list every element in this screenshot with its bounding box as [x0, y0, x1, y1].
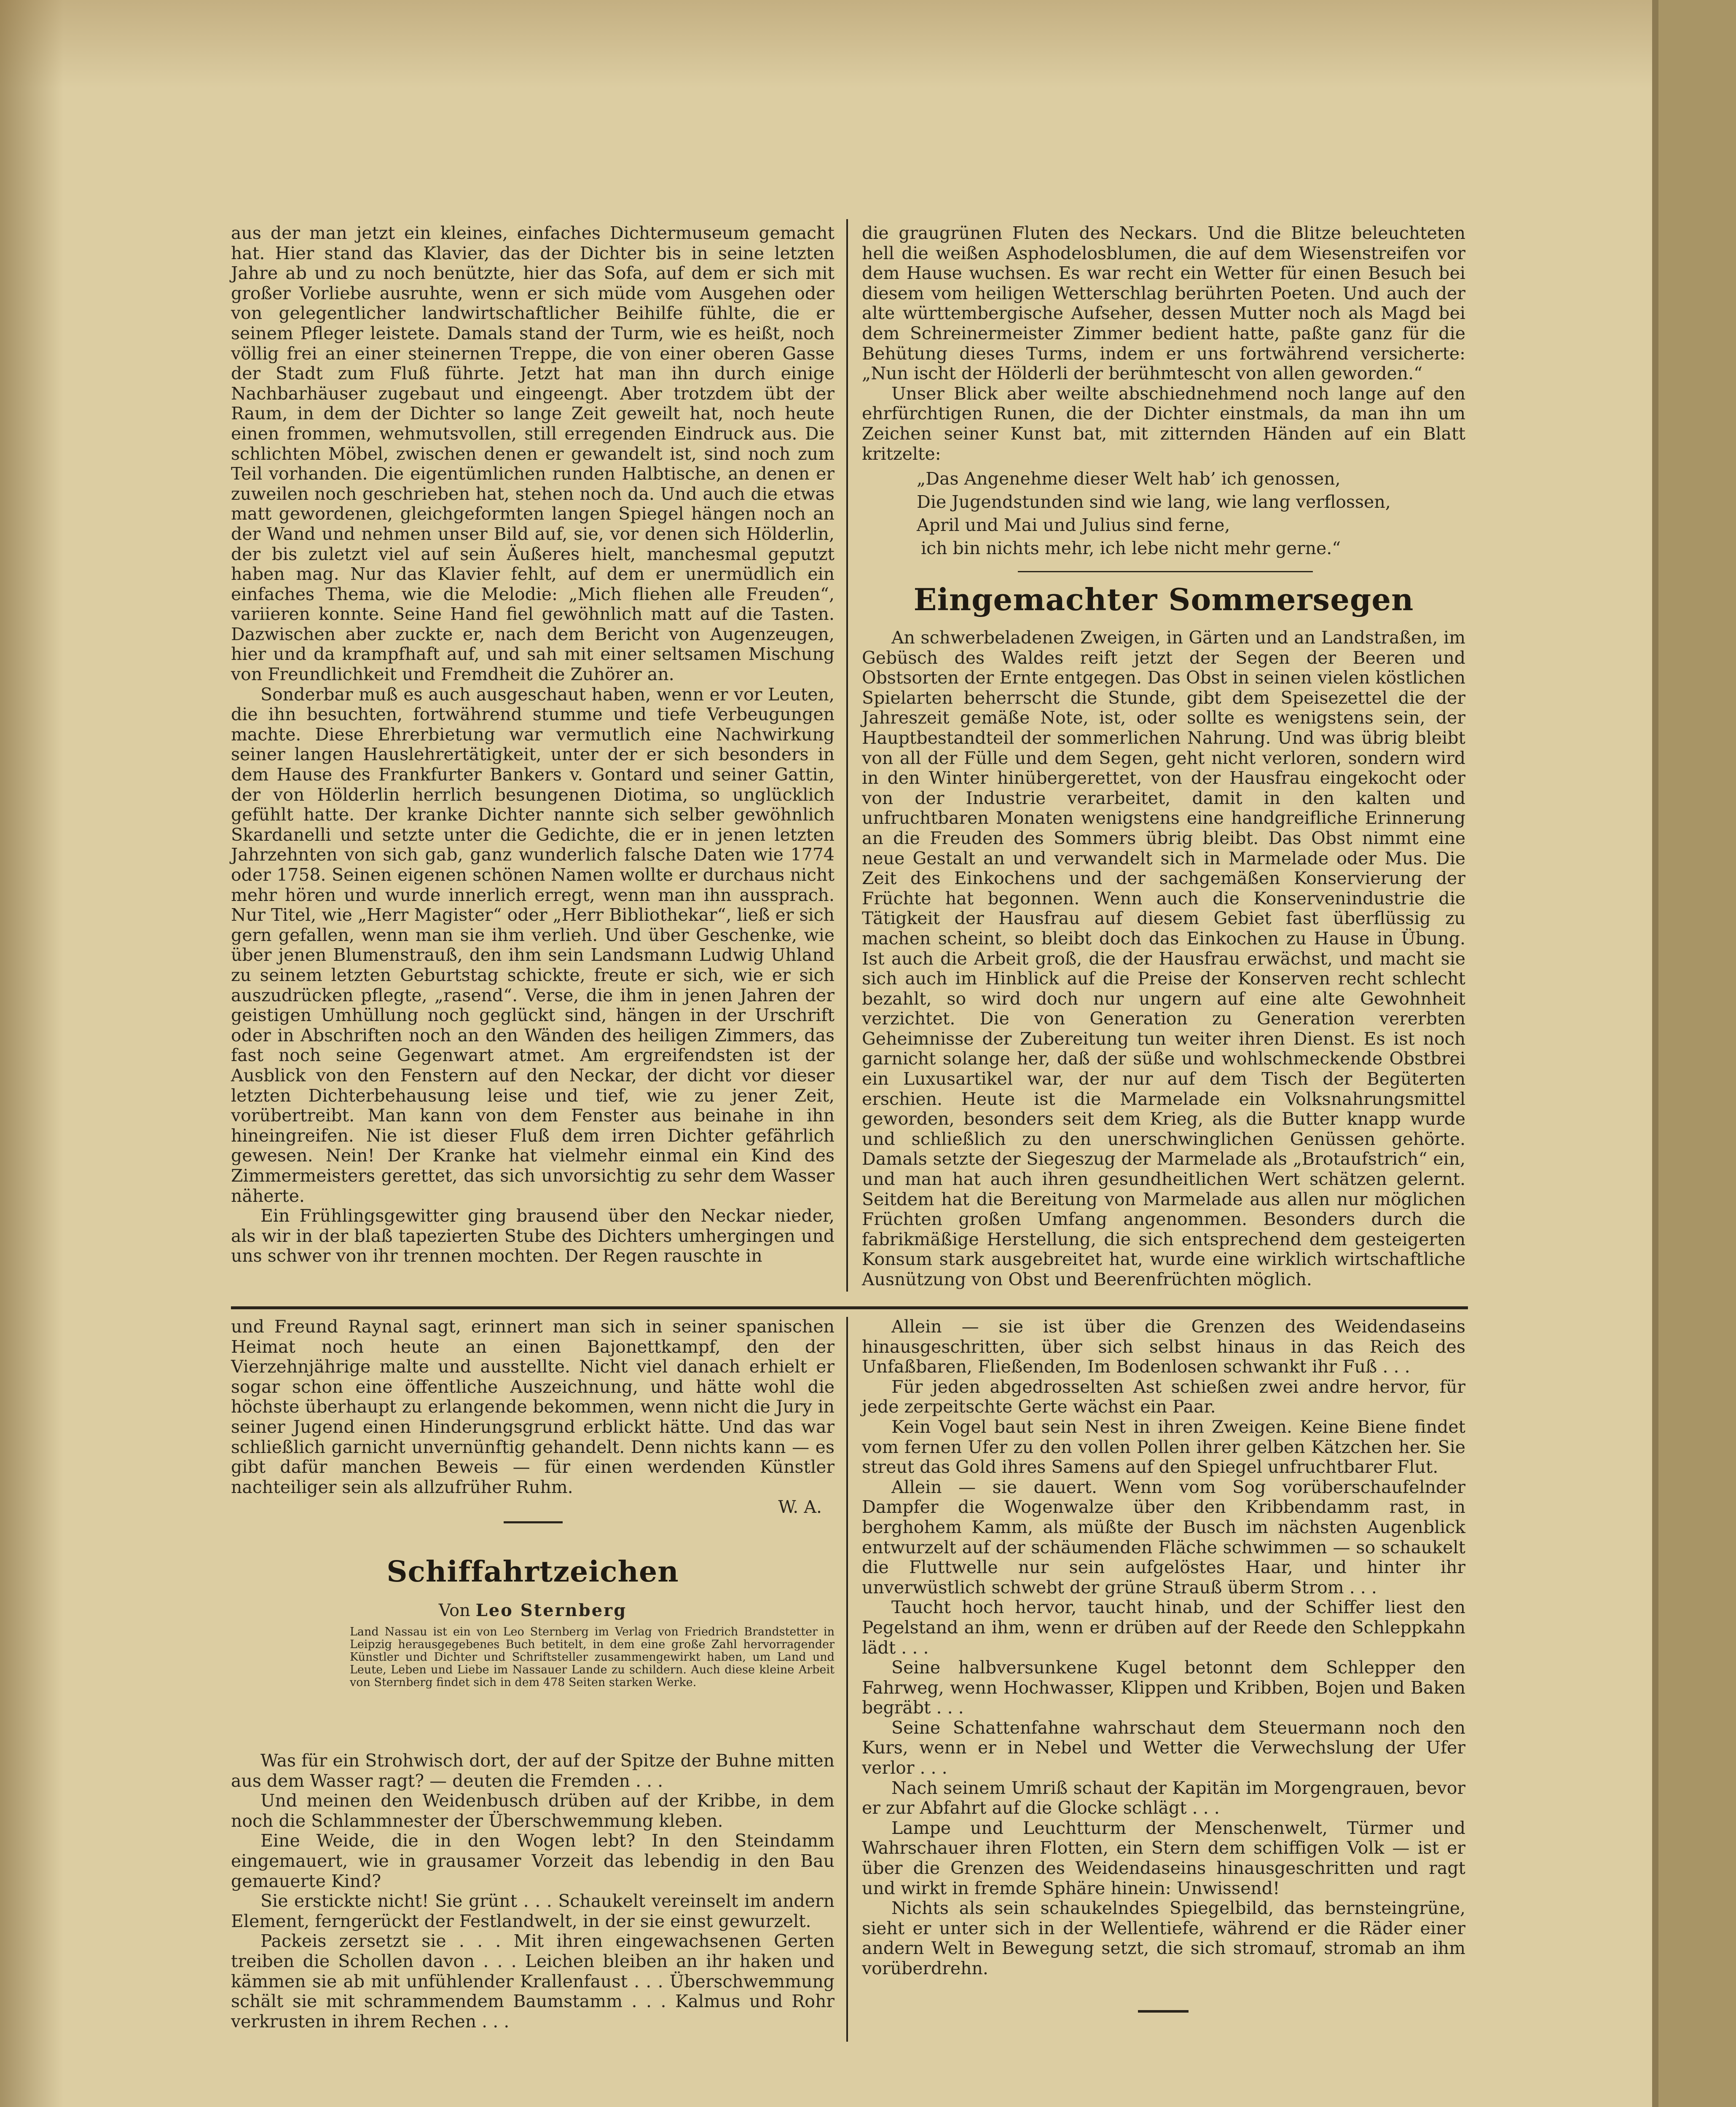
paragraph: Seine halbversunkene Kugel betonnt dem Schlepper den Fahrweg, wenn Hochwasser, Klippen und Kribben, Bojen und Baken begräbt . . .: [862, 1657, 1465, 1718]
poem-line: April und Mai und Julius sind ferne,: [917, 515, 1230, 536]
paragraph: Allein — sie ist über die Grenzen des Weidendaseins hinausgeschritten, über sich selbst hinaus in das Reich des Unfaßbaren, Fließenden, Im Bodenlosen schwankt ihr Fuß . . .: [862, 1316, 1465, 1377]
page-right-edge: [1652, 0, 1658, 2107]
paragraph: und Freund Raynal sagt, erinnert man sich in seiner spanischen Heimat noch heute an einen Bajonettkampf, den der Vierzehnjährige malte und ausstellte. Nicht viel danach erhielt er sogar schon eine öffentliche Auszeichnung, und hätte wohl die höchste überhaupt zu erlangende bekommen, wenn nicht die Jury in seiner Jugend einen Hinderungsgrund erblickt hätte. Und das war schließlich garnicht unvernünftig gehandelt. Denn nichts kann — es gibt dafür manchen Beweis — für einen werdenden Künstler nachteiliger sein als allzufrüher Ruhm.: [231, 1316, 834, 1497]
paragraph: Ein Frühlingsgewitter ging brausend über den Neckar nieder, als wir in der blaß tapezierten Stube des Dichters umhergingen und uns schwer von ihr trennen mochten. Der Regen rauschte in: [231, 1206, 834, 1266]
article-headline: Schiffahrtzeichen: [386, 1555, 679, 1589]
paragraph: Taucht hoch hervor, taucht hinab, und der Schiffer liest den Pegelstand an ihm, wenn er drüben auf der Reede den Schleppkahn lädt . . .: [862, 1597, 1465, 1658]
hoelderlin-article-column-right: [862, 223, 1465, 559]
paragraph: Lampe und Leuchtturm der Menschenwelt, Türmer und Wahrschauer ihren Flotten, ein Stern dem schiffigen Volk — ist er über die Grenzen des Weidendaseins hinausgeschritten und ragt und wirkt in fremde Sphäre hinein: Unwissend!: [862, 1817, 1465, 1898]
paragraph: Allein — sie dauert. Wenn vom Sog vorüberschaufelnder Dampfer die Wogenwalze über den Kribbendamm rast, in berghohem Kamm, als müßte der Busch im nächsten Augenblick entwurzelt auf der schäumenden Fläche schwimmen — so schaukelt die Fluttwelle nur sein aufgelöstes Haar, und hinter ihr unverwüstlich schwebt der grüne Strauß überm Strom . . .: [862, 1477, 1465, 1598]
poem: [917, 467, 1465, 560]
page-top-edge: [0, 0, 1658, 88]
sommersegen-article-body: [862, 627, 1465, 1289]
column-divider: [846, 219, 848, 1292]
end-mark: [1138, 2010, 1189, 2013]
paragraph: die graugrünen Fluten des Neckars. Und die Blitze beleuchteten hell die weißen Asphodelosblumen, die auf dem Wiesenstreifen vor dem Hause wuchsen. Es war recht ein Wetter für einen Besuch bei diesem vom heiligen Wetterschlag berührten Poeten. Und auch der alte württembergische Aufseher, dessen Mutter noch als Magd bei dem Schreinermeister Zimmer bedient hatte, paßte ganz für die Behütung dieses Turms, indem er uns fortwährend versicherte: „Nun ischt der Hölderli der berühmtescht von allen geworden.“: [862, 223, 1465, 384]
poem-line: ich bin nichts mehr, ich lebe nicht mehr gerne.“: [921, 538, 1341, 559]
poem-line: „Das Angenehme dieser Welt hab’ ich genossen,: [917, 469, 1341, 489]
article-headline: Eingemachter Sommersegen: [913, 582, 1414, 617]
article-intro-note: Land Nassau ist ein von Leo Sternberg im Verlag von Friedrich Brandstetter in Leipzig herausgegebenes Buch betitelt, in dem eine große Zahl hervorragender Künstler und Dichter und Schriftsteller zusammengewirkt haben, um Land und Leute, Leben und Liebe im Nassauer Lande zu schildern. Auch diese kleine Arbeit von Sternberg findet sich in dem 478 Seiten starken Werke.: [350, 1625, 834, 1689]
binding-shadow: [0, 0, 63, 2107]
author-signature: W. A.: [778, 1497, 822, 1517]
separator-dash: [504, 1521, 563, 1523]
paragraph: Seine Schattenfahne wahrschaut dem Steuermann noch den Kurs, wenn er in Nebel und Wetter die Verwechslung der Ufer verlor . . .: [862, 1717, 1465, 1778]
paragraph: aus der man jetzt ein kleines, einfaches Dichtermuseum gemacht hat. Hier stand das Klavier, das der Dichter bis in seine letzten Jahre ab und zu noch benützte, hier das Sofa, auf dem er sich mit großer Vorliebe ausruhte, wenn er sich müde vom Ausgehen oder von gelegentlicher landwirtschaftlicher Beihilfe fühlte, die er seinem Pfleger leistete. Damals stand der Turm, wie es heißt, noch völlig frei an einer steinernen Treppe, die von einer oberen Gasse der Stadt zum Fluß führte. Jetzt hat man ihn durch einige Nachbarhäuser zugebaut und eingeengt. Aber trotzdem übt der Raum, in dem der Dichter so lange Zeit geweilt hat, noch heute einen frommen, wehmutsvollen, still erregenden Eindruck aus. Die schlichten Möbel, zwischen denen er gewandelt ist, sind noch zum Teil vorhanden. Die eigentümlichen runden Halbtische, an denen er zuweilen noch geschrieben hat, stehen noch da. Und auch die etwas matt gewordenen, gleichgeformten langen Spiegel hängen noch an der Wand und nehmen unser Bild auf, sie, vor denen sich Hölderlin, der bis zuletzt viel auf sein Äußeres hielt, manchesmal geputzt haben mag. Nur das Klavier fehlt, auf dem er unermüdlich ein einfaches Thema, wie die Melodie: „Mich fliehen alle Freuden“, variieren konnte. Seine Hand fiel gewöhnlich matt auf die Tasten. Dazwischen aber zuckte er, nach dem Bericht von Augenzeugen, hier und da krampfhaft auf, und sah mit einer seltsamen Mischung von Freundlichkeit und Fremdheit die Zuhörer an.: [231, 223, 834, 685]
hoelderlin-article-column-left: [231, 223, 834, 1292]
paragraph: An schwerbeladenen Zweigen, in Gärten und an Landstraßen, im Gebüsch des Waldes reift jetzt der Segen der Beeren und Obstsorten der Ernte entgegen. Das Obst in seinen vielen köstlichen Spielarten beherrscht die Stunde, gibt dem Speisezettel die der Jahreszeit gemäße Note, ist, oder sollte es wenigstens sein, der Hauptbestandteil der sommerlichen Nahrung. Und was übrig bleibt von all der Fülle und dem Segen, geht nicht verloren, sondern wird in den Winter hinübergerettet, von der Hausfrau eingekocht oder von der Industrie verarbeitet, damit in den kalten und unfruchtbaren Monaten wenigstens eine handgreifliche Erinnerung an die Freuden des Sommers übrig bleibt. Das Obst nimmt eine neue Gestalt an und verwandelt sich in Marmelade oder Mus. Die Zeit des Einkochens und der sachgemäßen Konservierung der Früchte hat begonnen. Wenn auch die Konservenindustrie die Tätigkeit der Hausfrau auf diesem Gebiet fast überflüssig zu machen scheint, so bleibt doch das Einkochen zu Hause in Übung. Ist auch die Arbeit groß, die der Hausfrau erwächst, und macht sie sich auch im Hinblick auf die Preise der Konserven recht schlecht bezahlt, so wird doch nur ungern auf eine alte Gewohnheit verzichtet. Die von Generation zu Generation vererbten Geheimnisse der Zubereitung tun weiter ihren Dienst. Es ist noch garnicht solange her, daß der süße und wohlschmeckende Obstbrei ein Luxusartikel war, der nur auf dem Tisch der Begüterten erschien. Heute ist die Marmelade ein Volksnahrungsmittel geworden, besonders seit dem Krieg, als die Butter knapp wurde und schließlich zu den unerschwinglichen Genüssen gehörte. Damals setzte der Siegeszug der Marmelade als „Brotaufstrich“ ein, und man hat auch ihren gesundheitlichen Wert schätzen gelernt. Seitdem hat die Bereitung von Marmelade aus allen nur möglichen Früchten großen Umfang angenommen. Besonders durch die fabrikmäßige Herstellung, die sich entsprechend dem gesteigerten Konsum stark ausgebreitet hat, wurde eine wirklich wirtschaftliche Ausnützung von Obst und Beerenfrüchten möglich.: [862, 627, 1465, 1289]
paragraph: Und meinen den Weidenbusch drüben auf der Kribbe, in dem noch die Schlammnester der Überschwemmung kleben.: [231, 1791, 834, 1831]
byline-prefix: Von: [438, 1601, 470, 1620]
paragraph: Packeis zersetzt sie . . . Mit ihren eingewachsenen Gerten treiben die Schollen davon . . . Leichen bleiben an ihr haken und kämmen sie ab mit unfühlender Krallenfaust . . . Überschwemmung schält sie mit schrammendem Baumstamm . . . Kalmus und Rohr verkrusten in ihrem Rechen . . .: [231, 1931, 834, 2032]
paragraph: Eine Weide, die in den Wogen lebt? In den Steindamm eingemauert, wie in grausamer Vorzeit das lebendig in den Bau gemauerte Kind?: [231, 1831, 834, 1891]
headline-rule: [1018, 571, 1313, 572]
paragraph: Für jeden abgedrosselten Ast schießen zwei andre hervor, für jede zerpeitschte Gerte wächst ein Paar.: [862, 1376, 1465, 1417]
section-divider: [231, 1306, 1468, 1309]
poem-line: Die Jugendstunden sind wie lang, wie lang verflossen,: [917, 492, 1391, 512]
paragraph: Nichts als sein schaukelndes Spiegelbild, das bernsteingrüne, sieht er unter sich in der Wellentiefe, während er die Räder einer andern Welt in Bewegung setzt, die sich stromauf, stromab an ihm vorüberdrehn.: [862, 1898, 1465, 1978]
paragraph: Sie erstickte nicht! Sie grünt . . . Schaukelt vereinselt im andern Element, ferngerückt der Festlandwelt, in der sie einst gewurzelt.: [231, 1891, 834, 1931]
schiffahrtzeichen-body-right: [862, 1317, 1465, 2004]
art-article-ending: [231, 1316, 834, 1517]
schiffahrtzeichen-body-left: [231, 1751, 834, 2042]
paragraph: Kein Vogel baut sein Nest in ihren Zweigen. Keine Biene findet vom fernen Ufer zu den vollen Pollen ihrer gelben Kätzchen her. Sie streut das Gold ihres Samens auf den Spiegel unfruchtbarer Flut.: [862, 1416, 1465, 1477]
paragraph: Nach seinem Umriß schaut der Kapitän im Morgengrauen, bevor er zur Abfahrt auf die Glocke schlägt . . .: [862, 1777, 1465, 1818]
author-name: Leo Sternberg: [475, 1600, 627, 1620]
byline: [231, 1600, 834, 1620]
paragraph: Sonderbar muß es auch ausgeschaut haben, wenn er vor Leuten, die ihn besuchten, fortwährend stumme und tiefe Verbeugungen machte. Diese Ehrerbietung war vermutlich eine Nachwirkung seiner langen Hauslehrertätigkeit, unter der er sich besonders in dem Hause des Frankfurter Bankers v. Gontard und seiner Gattin, der von Hölderlin herrlich besungenen Diotima, so unglücklich gefühlt hatte. Der kranke Dichter nannte sich selber gewöhnlich Skardanelli und setzte unter die Gedichte, die er in jenen letzten Jahrzehnten von sich gab, ganz wunderlich falsche Daten wie 1774 oder 1758. Seinen eigenen schönen Namen wollte er durchaus nicht mehr hören und wurde innerlich erregt, wenn man ihn aussprach. Nur Titel, wie „Herr Magister“ oder „Herr Bibliothekar“, ließ er sich gern gefallen, wenn man sie ihm verlieh. Und über Geschenke, wie über jenen Blumenstrauß, den ihm sein Landsmann Ludwig Uhland zu seinem letzten Geburtstag schickte, freute er sich, wie er sich auszudrücken pflegte, „rasend“. Verse, die ihm in jenen Jahren der geistigen Umhüllung noch geglückt sind, hängen in der Urschrift oder in Abschriften noch an den Wänden des heiligen Zimmers, das fast noch seine Gegenwart atmet. Am ergreifendsten ist der Ausblick von den Fenstern auf den Neckar, der dicht vor dieser letzten Dichterbehausung leise und tief, wie zu jener Zeit, vorübertreibt. Man kann von dem Fenster aus beinahe in ihn hineingreifen. Nie ist dieser Fluß dem irren Dichter gefährlich gewesen. Nein! Der Kranke hat vielmehr einmal ein Kind des Zimmermeisters gerettet, das sich unvorsichtig zu sehr dem Wasser näherte.: [231, 684, 834, 1206]
paragraph: Unser Blick aber weilte abschiednehmend noch lange auf den ehrfürchtigen Runen, die der Dichter einstmals, da man ihn um Zeichen seiner Kunst bat, mit zitternden Händen auf ein Blatt kritzelte:: [862, 383, 1465, 464]
paragraph: Was für ein Strohwisch dort, der auf der Spitze der Buhne mitten aus dem Wasser ragt? — deuten die Fremden . . .: [231, 1750, 834, 1791]
column-divider: [846, 1317, 848, 2042]
